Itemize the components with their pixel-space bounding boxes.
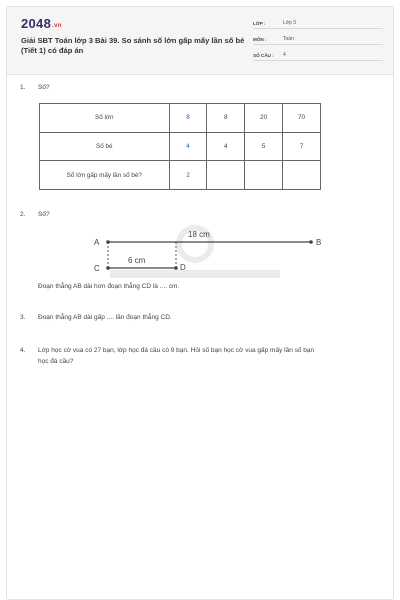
question-text-1: Số? [38,84,50,91]
answer-cell[interactable] [283,161,321,190]
question-text-2: Số? [38,211,50,218]
table-row [40,161,321,190]
question-number-3: 3. [20,314,26,321]
meta-label: LỚP : [253,21,266,26]
question-text-4-line2: học đá cầu? [38,358,74,365]
table-cell: 8 [169,104,207,133]
table-row [40,104,321,133]
question-2-caption: Đoạn thẳng AB dài hơn đoạn thẳng CD là .... cm. [38,283,180,290]
table-cell: 5 [245,132,283,161]
meta-info [253,15,383,63]
meta-label: SỐ CÂU : [253,53,274,58]
meta-value: Lớp 3 [283,20,297,26]
point-d-dot [174,266,178,270]
meta-row-question-count [253,47,383,61]
ab-length-label: 18 cm [188,230,210,239]
table-row-label: Số bé [40,132,170,161]
logo-suffix: .vn [52,23,62,29]
point-c-dot [106,266,110,270]
meta-row-subject [253,31,383,45]
table-cell: 20 [245,104,283,133]
point-c-label: C [94,264,100,273]
meta-value: Toán [283,36,294,42]
point-b-dot [309,240,313,244]
question-number-4: 4. [20,347,26,354]
table-cell: 7 [283,132,321,161]
table-cell: 8 [207,104,245,133]
table-cell: 4 [207,132,245,161]
table-cell: 4 [169,132,207,161]
question-number-2: 2. [20,211,26,218]
question-number-1: 1. [20,84,26,91]
table-row [40,132,321,161]
segment-diagram [0,222,400,282]
table-cell: 70 [283,104,321,133]
answer-cell[interactable] [245,161,283,190]
point-d-label: D [180,263,186,272]
meta-value: 4 [283,52,286,58]
table-row-label: Số lớn [40,104,170,133]
page-title: Giải SBT Toán lớp 3 Bài 39. So sánh số lớn gấp mấy lần số bé (Tiết 1) có đáp án [21,36,245,55]
worksheet-page [6,6,394,600]
question-text-4-line1: Lớp học cờ vua có 27 bạn, lớp học đá cầu có 9 bạn. Hỏi số bạn học cờ vua gấp mấy lần số bạn [38,347,315,354]
cd-length-label: 6 cm [128,256,146,265]
point-b-label: B [316,238,322,247]
site-logo[interactable] [21,16,62,31]
meta-label: MÔN : [253,37,267,42]
table-row-label: Số lớn gấp mấy lần số bé? [40,161,170,190]
meta-row-class [253,15,383,29]
question-text-3: Đoạn thẳng AB dài gấp .... lần đoạn thẳng CD. [38,314,172,321]
logo-number: 2048 [21,16,52,31]
point-a-label: A [94,238,100,247]
number-table [39,103,321,190]
worksheet-header [7,7,393,75]
answer-cell[interactable] [207,161,245,190]
answer-cell[interactable]: 2 [169,161,207,190]
